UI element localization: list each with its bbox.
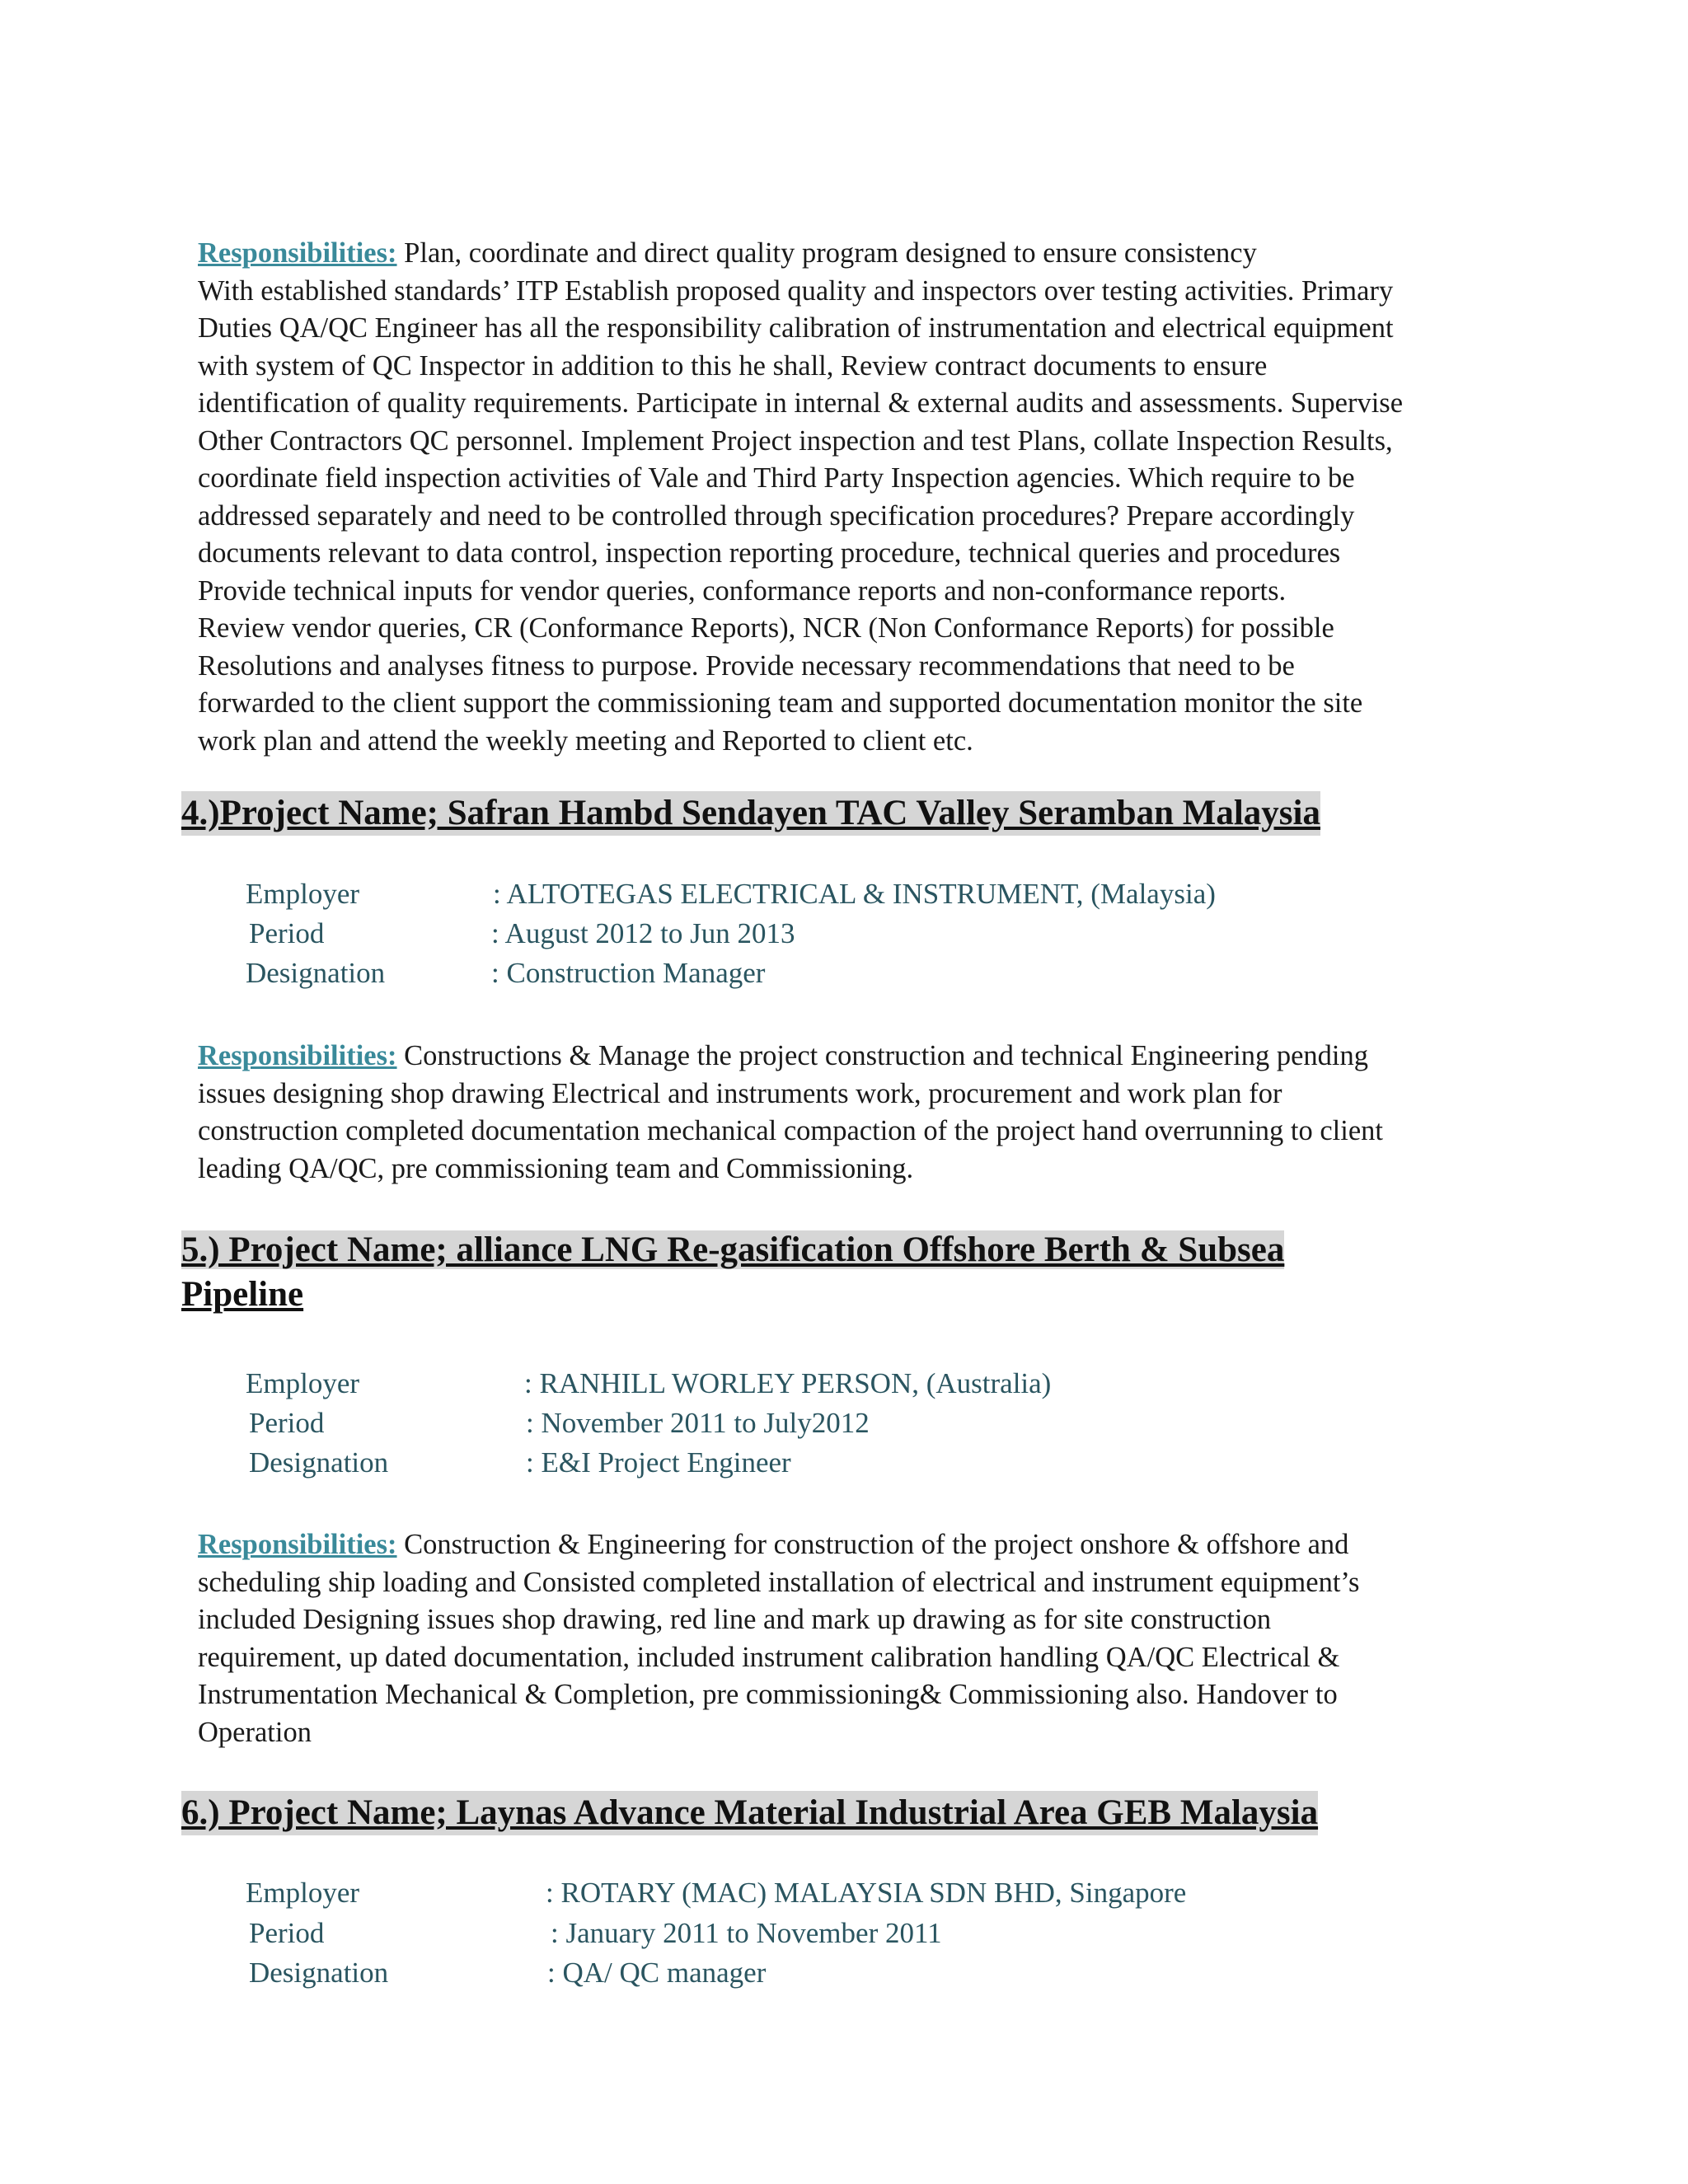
paragraph-line: issues designing shop drawing Electrical and instruments work, procurement and work plan for [198, 1077, 1282, 1109]
paragraph-line: forwarded to the client support the commissioning team and supported documentation monitor the site [198, 687, 1363, 719]
paragraph-line: work plan and attend the weekly meeting and Reported to client etc. [198, 724, 973, 757]
designation-label: Designation [249, 1446, 389, 1479]
project-heading-line: Pipeline [181, 1275, 304, 1314]
responsibilities-label: Responsibilities: [198, 1040, 397, 1071]
paragraph-line: addressed separately and need to be controlled through specification procedures? Prepare accordingly [198, 499, 1355, 532]
period-value: : January 2011 to November 2011 [551, 1917, 942, 1949]
paragraph-line: requirement, up dated documentation, included instrument calibration handling QA/QC Electrical & [198, 1641, 1340, 1673]
employer-value: : ALTOTEGAS ELECTRICAL & INSTRUMENT, (Malaysia) [493, 878, 1216, 910]
designation-value: : Construction Manager [491, 957, 766, 989]
designation-value: : QA/ QC manager [547, 1957, 767, 1989]
paragraph-text: Constructions & Manage the project construction and technical Engineering pending [396, 1040, 1368, 1071]
paragraph-line: leading QA/QC, pre commissioning team and Commissioning. [198, 1152, 914, 1184]
paragraph-line: identification of quality requirements. Participate in internal & external audits and assessments. Supervise [198, 387, 1404, 419]
paragraph-line: scheduling ship loading and Consisted completed installation of electrical and instrument equipment’s [198, 1566, 1360, 1598]
responsibilities-label: Responsibilities: [198, 237, 397, 269]
paragraph-line [198, 235, 1500, 273]
employer-label: Employer [246, 878, 360, 910]
responsibilities-label: Responsibilities: [198, 1529, 397, 1560]
project-5-responsibilities-paragraph [198, 1526, 1500, 1751]
paragraph-line: Resolutions and analyses fitness to purpose. Provide necessary recommendations that need to be [198, 649, 1295, 682]
paragraph-line: coordinate field inspection activities of Vale and Third Party Inspection agencies. Which require to be [198, 462, 1355, 494]
employer-value: : ROTARY (MAC) MALAYSIA SDN BHD, Singapore [546, 1877, 1187, 1909]
period-label: Period [249, 1407, 325, 1439]
designation-value: : E&I Project Engineer [526, 1446, 791, 1479]
paragraph-text: Construction & Engineering for construction of the project onshore & offshore and [396, 1529, 1349, 1560]
period-value: : August 2012 to Jun 2013 [491, 917, 795, 949]
project-4-responsibilities-paragraph [198, 1038, 1500, 1188]
project-6-heading [181, 1791, 1318, 1835]
employer-value: : RANHILL WORLEY PERSON, (Australia) [524, 1367, 1052, 1399]
designation-label: Designation [249, 1957, 389, 1989]
paragraph-line: Operation [198, 1716, 312, 1748]
paragraph-line: Other Contractors QC personnel. Implement Project inspection and test Plans, collate Inspection Results, [198, 424, 1393, 457]
paragraph-line: documents relevant to data control, inspection reporting procedure, technical queries and procedures [198, 537, 1341, 569]
paragraph-line [198, 1526, 1500, 1564]
paragraph-line: with system of QC Inspector in addition to this he shall, Review contract documents to ensure [198, 349, 1268, 382]
project-heading-line: 6.) Project Name; Laynas Advance Material Industrial Area GEB Malaysia [181, 1791, 1318, 1835]
paragraph-line: included Designing issues shop drawing, red line and mark up drawing as for site construction [198, 1604, 1272, 1635]
project-4-heading [181, 791, 1320, 836]
employer-label: Employer [246, 1877, 360, 1909]
paragraph-line: Provide technical inputs for vendor queries, conformance reports and non-conformance reports. [198, 574, 1287, 607]
paragraph-text: Plan, coordinate and direct quality program designed to ensure consistency [396, 237, 1257, 269]
period-label: Period [249, 917, 325, 949]
project-heading-line: 4.)Project Name; Safran Hambd Sendayen TAC Valley Seramban Malaysia [181, 791, 1320, 836]
paragraph-line: Duties QA/QC Engineer has all the responsibility calibration of instrumentation and electrical equipment [198, 312, 1394, 344]
project-heading-line: 5.) Project Name; alliance LNG Re-gasification Offshore Berth & Subsea [181, 1230, 1285, 1269]
paragraph-line: With established standards’ ITP Establish proposed quality and inspectors over testing activities. Primary [198, 274, 1394, 307]
period-label: Period [249, 1917, 325, 1949]
paragraph-line: Review vendor queries, CR (Conformance Reports), NCR (Non Conformance Reports) for possible [198, 612, 1334, 644]
employer-label: Employer [246, 1367, 360, 1399]
paragraph-line: Instrumentation Mechanical & Completion, pre commissioning& Commissioning also. Handover to [198, 1679, 1338, 1710]
intro-responsibilities-paragraph [198, 235, 1500, 760]
designation-label: Designation [246, 957, 386, 989]
period-value: : November 2011 to July2012 [526, 1407, 870, 1439]
project-5-heading [181, 1228, 1284, 1317]
paragraph-line [198, 1038, 1500, 1076]
paragraph-line: construction completed documentation mechanical compaction of the project hand overrunning to client [198, 1115, 1383, 1146]
